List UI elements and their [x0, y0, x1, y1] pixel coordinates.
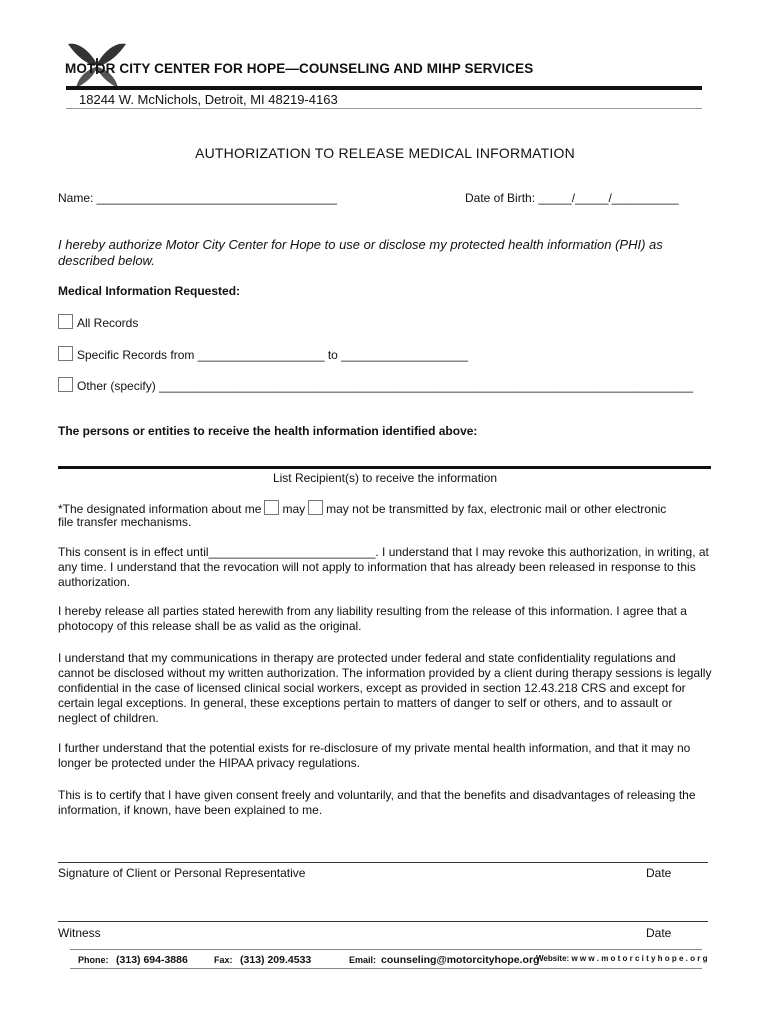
footer-website: [536, 954, 707, 963]
witness-label: Witness: [58, 926, 101, 940]
fax-label: Fax:: [214, 955, 233, 965]
may-checkbox[interactable]: [264, 500, 279, 515]
organization-name: MOTOR CITY CENTER FOR HOPE—COUNSELING AND MIHP SERVICES: [65, 61, 534, 76]
authorization-statement: I hereby authorize Motor City Center for Hope to use or disclose my protected health information (PHI) as described below.: [58, 237, 663, 268]
header-subdivider: [66, 108, 702, 109]
transmission-text-3: file transfer mechanisms.: [58, 515, 192, 529]
footer-fax: [214, 954, 311, 966]
date-of-birth-field[interactable]: Date of Birth: _____/_____/__________: [465, 191, 679, 205]
email-label: Email:: [349, 955, 377, 965]
option-specific-records[interactable]: [58, 346, 468, 362]
recipients-line[interactable]: [58, 466, 711, 469]
email-address[interactable]: counseling@motorcityhope.org: [381, 954, 540, 966]
option-all-records[interactable]: [58, 314, 138, 330]
phone-label: Phone:: [78, 955, 109, 965]
footer-top-rule: [70, 949, 702, 950]
fax-number: (313) 209.4533: [240, 954, 312, 966]
footer-email: [349, 954, 539, 966]
signature-line[interactable]: [58, 862, 708, 863]
transmission-statement: [58, 500, 666, 516]
redisclosure-paragraph: I further understand that the potential exists for re-disclosure of my private mental health information, and that it may no longer be protected under the HIPAA privacy regulations.: [58, 741, 691, 770]
witness-date-label: Date: [646, 926, 672, 940]
transmission-text-2: may not be transmitted by fax, electronic mail or other electronic: [326, 502, 667, 516]
consent-paragraph: This consent is in effect until_________________________. I understand that I may revoke this authorization, in writing, at any time. I understand that the revocation will not apply to information that has already been released in response to this authorization.: [58, 545, 709, 589]
transmission-text-1: *The designated information about me: [58, 502, 262, 516]
name-field[interactable]: Name: ____________________________________: [58, 191, 337, 205]
may-label: may: [282, 502, 306, 516]
website-label: Website:: [536, 954, 570, 963]
specific-records-checkbox[interactable]: [58, 346, 73, 361]
footer-phone: [78, 954, 188, 966]
may-not-checkbox[interactable]: [308, 500, 323, 515]
other-checkbox[interactable]: [58, 377, 73, 392]
form-title: AUTHORIZATION TO RELEASE MEDICAL INFORMATION: [195, 145, 575, 161]
option-other[interactable]: [58, 377, 693, 393]
witness-line[interactable]: [58, 921, 708, 922]
recipients-heading: The persons or entities to receive the health information identified above:: [58, 424, 478, 438]
phone-number: (313) 694-3886: [116, 954, 188, 966]
certification-paragraph: This is to certify that I have given consent freely and voluntarily, and that the benefits and disadvantages of releasing the information, if known, have been explained to me.: [58, 788, 696, 817]
all-records-checkbox[interactable]: [58, 314, 73, 329]
signature-label: Signature of Client or Personal Representative: [58, 866, 306, 880]
organization-address: 18244 W. McNichols, Detroit, MI 48219-4163: [79, 92, 338, 107]
recipients-caption: List Recipient(s) to receive the information: [272, 471, 498, 485]
signature-date-label: Date: [646, 866, 672, 880]
confidentiality-paragraph: I understand that my communications in therapy are protected under federal and state confidentiality regulations and cannot be disclosed without my written authorization. The information provided by a client during therapy sessions is legally confidential in the case of licensed clinical social workers, except as provided in section 12.43.218 CRS and except for certain legal exceptions. In general, these exceptions pertain to matters of danger to self or others, and to assault or neglect of children.: [58, 651, 712, 725]
all-records-label: All Records: [77, 316, 139, 330]
header-divider: [66, 86, 702, 90]
footer-bottom-rule: [70, 968, 702, 969]
specific-records-label: Specific Records from ___________________ to ___________________: [77, 348, 468, 362]
other-label: Other (specify) ________________________________________________________________________________: [77, 379, 693, 393]
release-paragraph: I hereby release all parties stated herewith from any liability resulting from the release of this information. I agree that a photocopy of this release shall be as valid as the original.: [58, 604, 687, 633]
medical-info-heading: Medical Information Requested:: [58, 284, 241, 298]
website-url[interactable]: w w w . m o t o r c i t y h o p e . o r g: [571, 954, 708, 963]
